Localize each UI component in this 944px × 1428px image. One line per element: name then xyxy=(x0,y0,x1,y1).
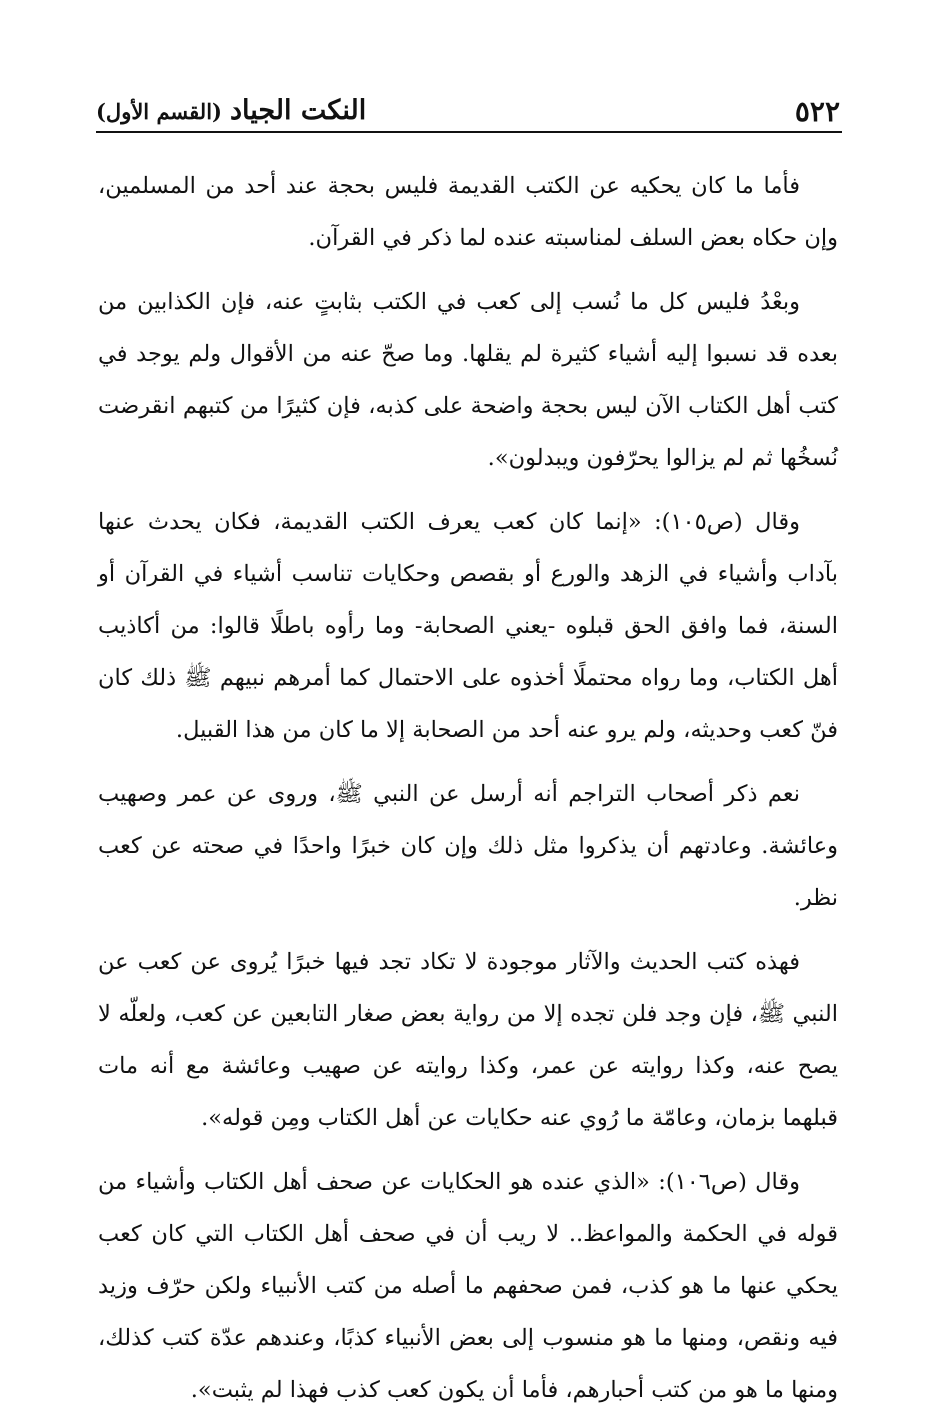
running-title xyxy=(96,95,366,128)
book-part: (القسم الأول) xyxy=(96,99,222,124)
book-title: النكت الجياد xyxy=(229,95,367,126)
paragraph-5: فهذه كتب الحديث والآثار موجودة لا تكاد تجد فيها خبرًا يُروى عن كعب عن النبي ﷺ، فإن وجد فلن تجده إلا من رواية بعض صغار التابعين عن كعب، ولعلّه لا يصح عنه، وكذا روايته عن عمر، وكذا روايته عن صهيب وعائشة مع أنه مات قبلهما بزمان، وعامّة ما رُوي عنه حكايات عن أهل الكتاب ومِن قوله». xyxy=(98,949,838,1131)
paragraph-4: نعم ذكر أصحاب التراجم أنه أرسل عن النبي ﷺ، وروى عن عمر وصهيب وعائشة. وعادتهم أن يذكروا مثل ذلك وإن كان خبرًا واحدًا في صحته عن كعب نظر. xyxy=(98,781,838,911)
page-number: ٥٢٢ xyxy=(794,95,840,128)
page-header xyxy=(96,84,840,128)
paragraph-1: فأما ما كان يحكيه عن الكتب القديمة فليس بحجة عند أحد من المسلمين، وإن حكاه بعض السلف لمناسبته عنده لما ذكر في القرآن. xyxy=(98,173,838,251)
paragraph-2: وبعْدُ فليس كل ما نُسب إلى كعب في الكتب بثابتٍ عنه، فإن الكذابين من بعده قد نسبوا إليه أشياء كثيرة لم يقلها. وما صحّ عنه من الأقوال ولم يوجد في كتب أهل الكتاب الآن ليس بحجة واضحة على كذبه، فإن كثيرًا من كتبهم انقرضت نُسخُها ثم لم يزالوا يحرّفون ويبدلون». xyxy=(98,289,838,471)
page-body xyxy=(98,160,838,1428)
paragraph-3: وقال (ص١٠٥): «إنما كان كعب يعرف الكتب القديمة، فكان يحدث عنها بآداب وأشياء في الزهد والورع أو بقصص وحكايات تناسب أشياء في القرآن أو السنة، فما وافق الحق قبلوه -يعني الصحابة- وما رأوه باطلًا قالوا: من أكاذيب أهل الكتاب، وما رواه محتملًا أخذوه على الاحتمال كما أمرهم نبيهم ﷺ ذلك كان فنّ كعب وحديثه، ولم يرو عنه أحد من الصحابة إلا ما كان من هذا القبيل. xyxy=(98,509,838,743)
paragraph-6: وقال (ص١٠٦): «الذي عنده هو الحكايات عن صحف أهل الكتاب وأشياء من قوله في الحكمة والمواعظ.. لا ريب أن في صحف أهل الكتاب التي كان كعب يحكي عنها ما هو كذب، فمن صحفهم ما أصله من كتب الأنبياء ولكن حرّف وزيد فيه ونقص، ومنها ما هو منسوب إلى بعض الأنبياء كذبًا، وعندهم عدّة كتب كذلك، ومنها ما هو من كتب أحبارهم، فأما أن يكون كعب كذب فهذا لم يثبت». xyxy=(98,1169,838,1403)
header-divider xyxy=(96,131,842,133)
